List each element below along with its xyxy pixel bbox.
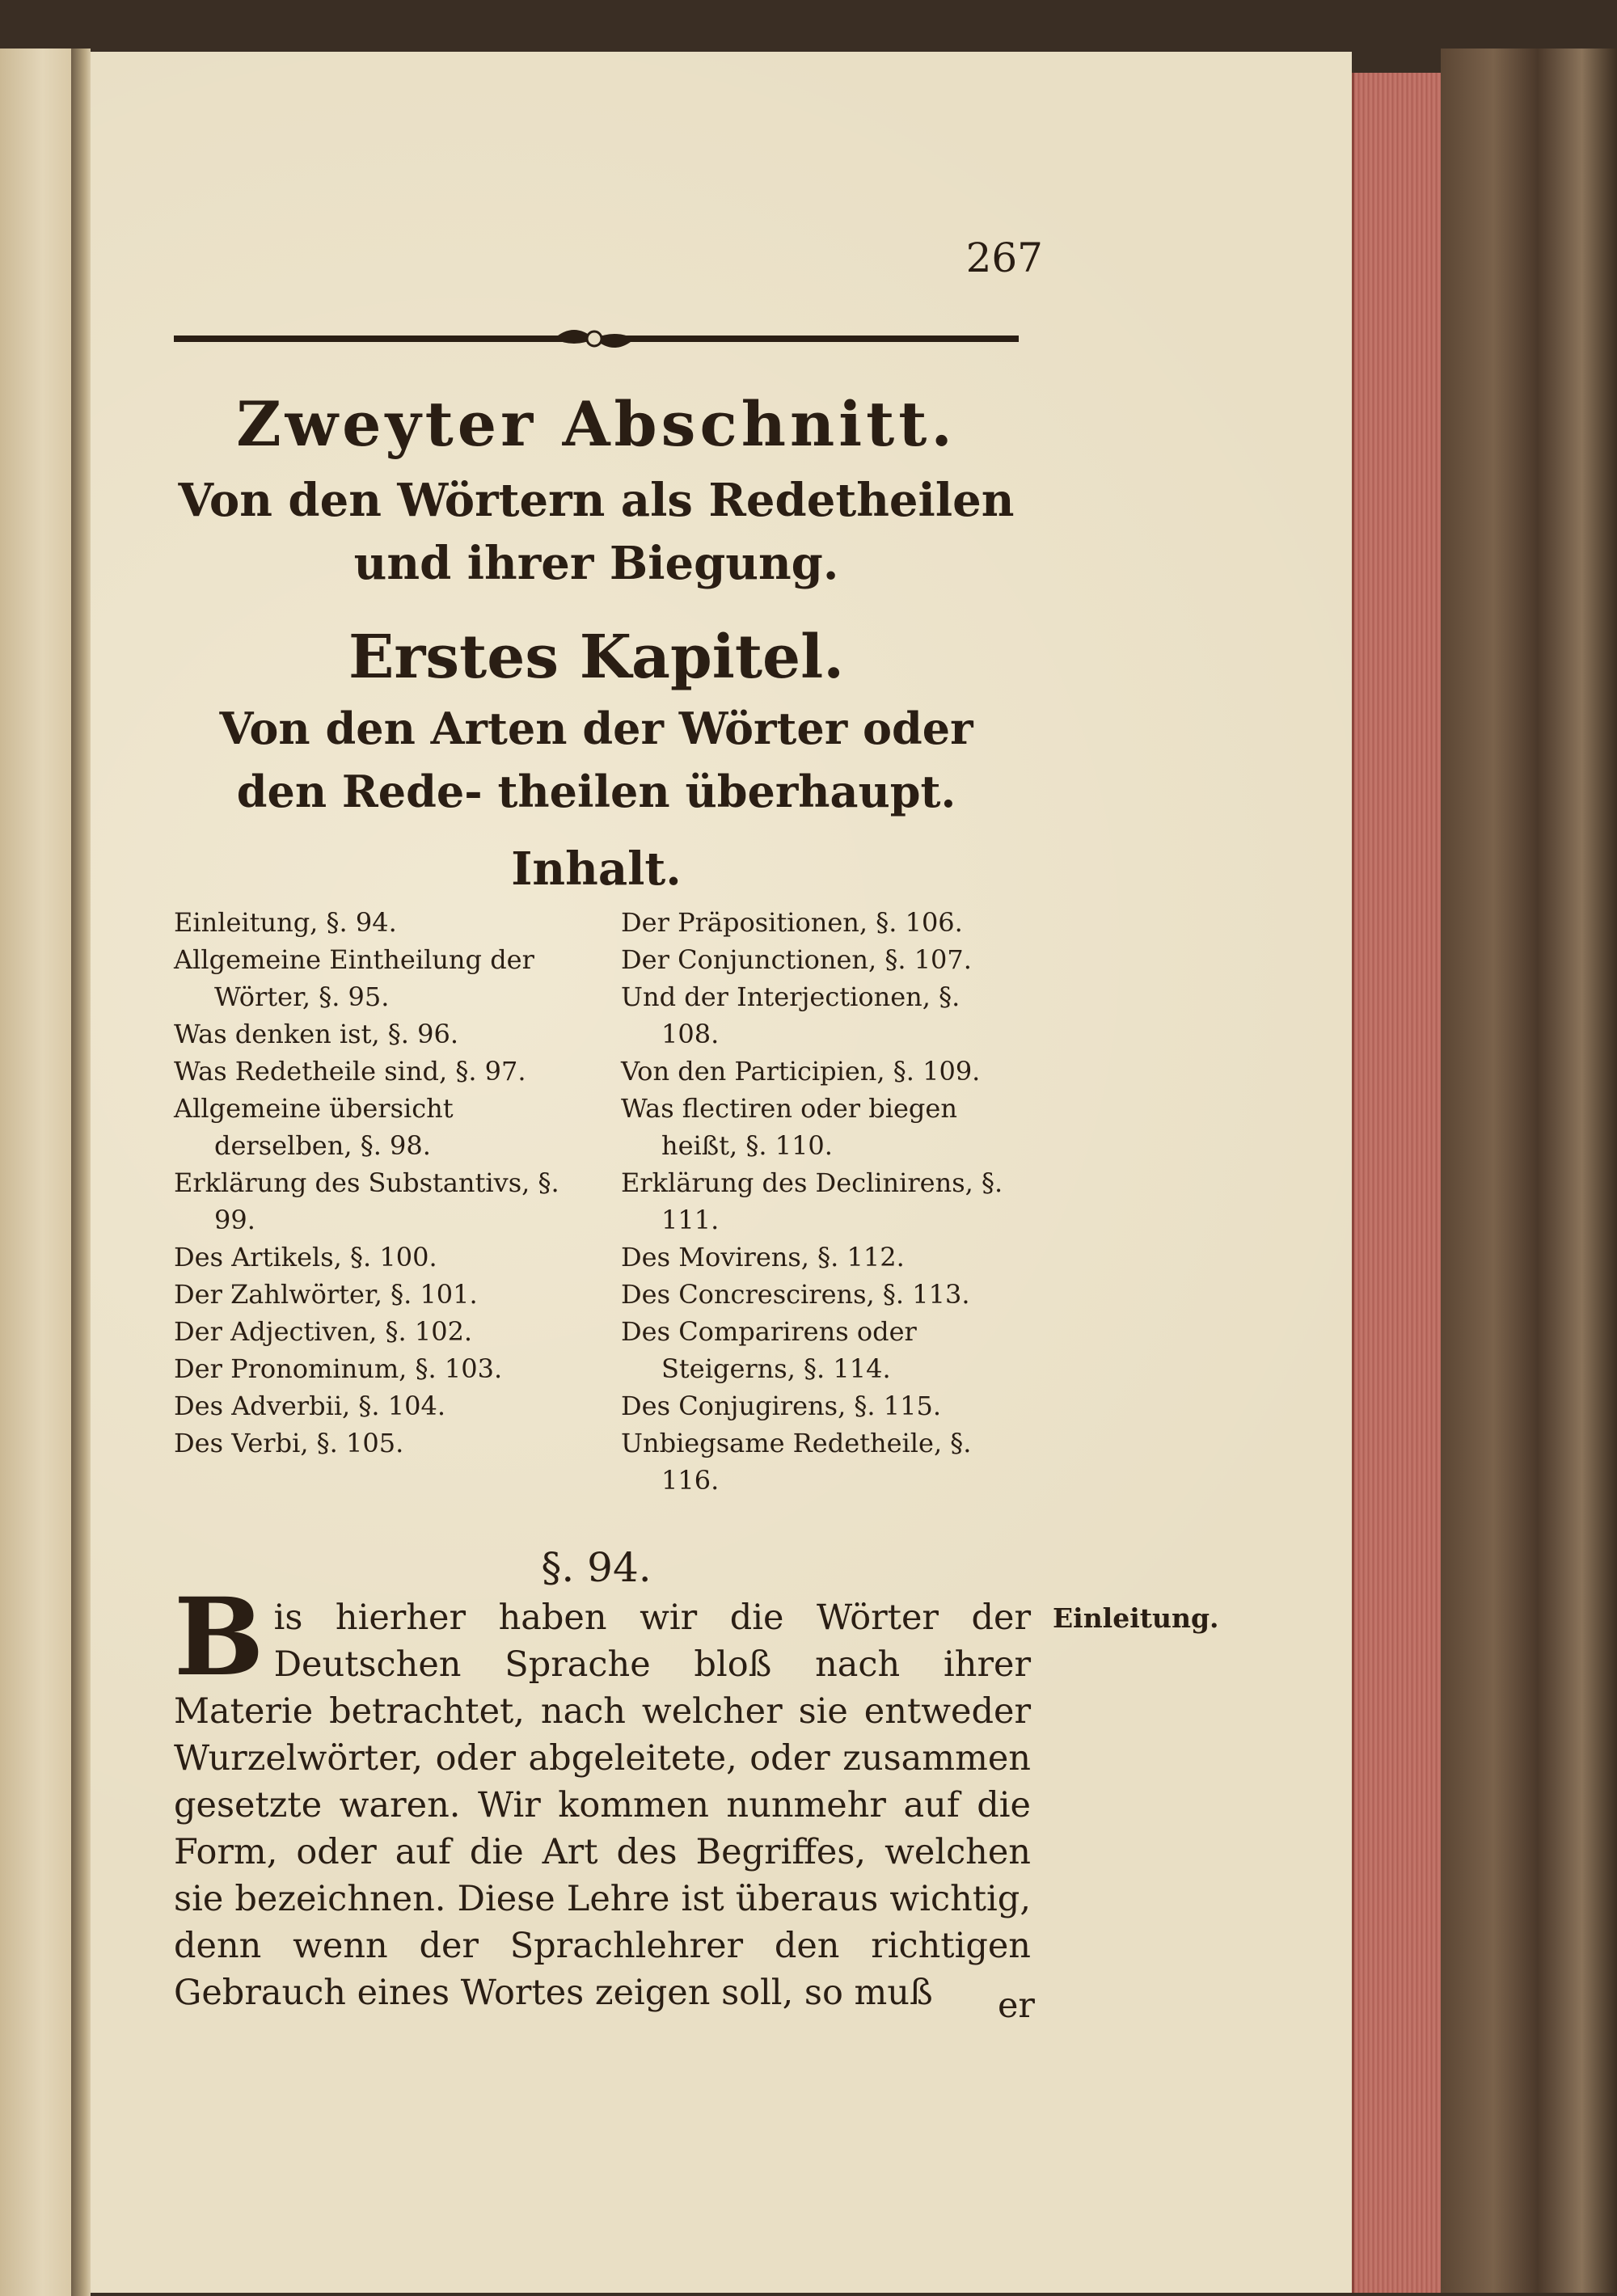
toc-entry: Der Zahlwörter, §. 101. <box>174 1279 478 1310</box>
book-gutter <box>71 49 91 2296</box>
toc-entry: Was flectiren oder biegen heißt, §. 110. <box>621 1093 957 1161</box>
toc-entry: Allgemeine übersicht derselben, §. 98. <box>174 1093 454 1161</box>
toc-entry: Des Concrescirens, §. 113. <box>621 1279 970 1310</box>
page-edges-red <box>1352 73 1443 2293</box>
toc-entry: Der Adjectiven, §. 102. <box>174 1316 473 1347</box>
toc-entry: Der Conjunctionen, §. 107. <box>621 944 972 975</box>
toc-entry: Der Pronominum, §. 103. <box>174 1353 503 1384</box>
toc-entry: Was Redetheile sind, §. 97. <box>174 1056 526 1087</box>
section-title: Zweyter Abschnitt. <box>236 388 956 460</box>
toc-entry: Der Präpositionen, §. 106. <box>621 907 963 938</box>
toc-entry: Von den Participien, §. 109. <box>621 1056 981 1087</box>
toc-entry: Des Verbi, §. 105. <box>174 1428 404 1458</box>
toc-entry: Des Comparirens oder Steigerns, §. 114. <box>621 1316 917 1384</box>
drop-cap: B <box>174 1575 264 1700</box>
toc-entry: Einleitung, §. 94. <box>174 907 397 938</box>
book-cover-board <box>1441 49 1617 2293</box>
paragraph-mark: §. 94. <box>541 1544 652 1591</box>
margin-note: Einleitung. <box>1053 1602 1219 1634</box>
page-number: 267 <box>965 234 1043 281</box>
toc-entry: Erklärung des Declinirens, §. 111. <box>621 1167 1003 1235</box>
toc-entry: Allgemeine Eintheilung der Wörter, §. 95. <box>174 944 534 1012</box>
body-paragraph <box>174 1575 1031 2016</box>
toc-entry: Und der Interjectionen, §. 108. <box>621 981 960 1049</box>
toc-entry: Des Artikels, §. 100. <box>174 1242 437 1273</box>
ornamental-rule <box>174 323 1019 354</box>
toc-entry: Des Adverbii, §. 104. <box>174 1391 445 1421</box>
toc-entry: Des Movirens, §. 112. <box>621 1242 905 1273</box>
chapter-subtitle: Von den Arten der Wörter oder den Rede- theilen überhaupt. <box>219 703 973 817</box>
facing-page-edge <box>0 49 74 2296</box>
toc-entry: Unbiegsame Redetheile, §. 116. <box>621 1428 972 1496</box>
chapter-title: Erstes Kapitel. <box>348 623 844 692</box>
toc-left-column <box>174 904 578 1462</box>
catchword: er <box>997 1986 1035 2026</box>
toc-entry: Des Conjugirens, §. 115. <box>621 1391 941 1421</box>
section-subtitle: Von den Wörtern als Redetheilen und ihrer Biegung. <box>178 474 1015 590</box>
toc-entry: Was denken ist, §. 96. <box>174 1019 459 1049</box>
toc-right-column <box>621 904 1025 1499</box>
toc-entry: Erklärung des Substantivs, §. 99. <box>174 1167 559 1235</box>
contents-heading: Inhalt. <box>511 842 682 896</box>
body-text: is hierher haben wir die Wörter der Deutschen Sprache bloß nach ihrer Materie betrachtet, nach welcher sie entweder Wurzelwörter, oder abgeleitete, oder zusammen gesetzte waren. Wir kommen nunmehr auf die Form, oder auf die Art des Begriffes, welchen sie bezeichnen. Diese Lehre ist überaus wichtig, denn wenn der Sprachlehrer den richtigen Gebrauch eines Wortes zeigen soll, so muß <box>174 1597 1031 2013</box>
